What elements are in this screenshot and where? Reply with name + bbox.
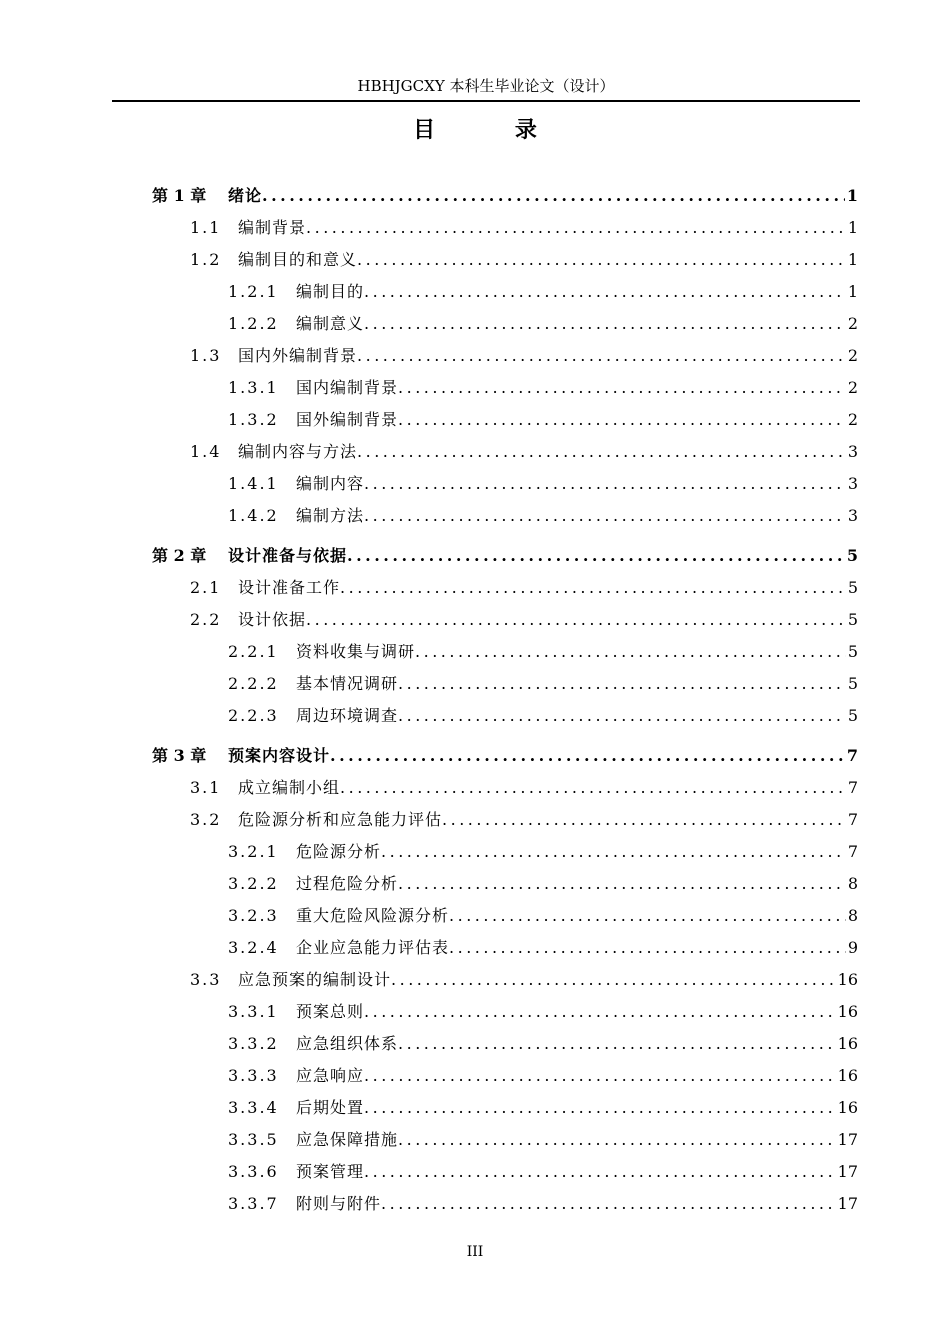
- toc-entry-subsection[interactable]: [228, 704, 858, 728]
- toc-entry-page: 2: [847, 314, 858, 333]
- toc-entry-number: 2.2: [190, 610, 222, 629]
- toc-entry-page: 17: [837, 1130, 858, 1149]
- page-number: III: [466, 1244, 484, 1260]
- toc-dot-leader: [364, 1000, 836, 1024]
- toc-dot-leader: [357, 344, 846, 368]
- toc-entry-number: 3.2.2: [228, 874, 279, 893]
- toc-entry-subsection[interactable]: [228, 1160, 858, 1184]
- toc-entry-page: 5: [847, 578, 858, 597]
- toc-entry-page: 16: [837, 970, 858, 989]
- toc-entry-label: 国内外编制背景: [238, 346, 358, 365]
- toc-entry-chapter[interactable]: [152, 544, 858, 568]
- toc-entry-page: 8: [847, 906, 858, 925]
- toc-entry-page: 5: [847, 706, 858, 725]
- toc-entry-page: 7: [847, 842, 858, 861]
- toc-entry-number: 3.3.2: [228, 1034, 279, 1053]
- toc-entry-label: 企业应急能力评估表: [296, 938, 450, 957]
- toc-entry-page: 7: [846, 746, 858, 765]
- toc-dot-leader: [381, 1192, 836, 1216]
- toc-entry-page: 8: [847, 874, 858, 893]
- toc-dot-leader: [364, 1096, 836, 1120]
- toc-entry-label: 编制意义: [296, 314, 365, 333]
- toc-entry-label: 后期处置: [296, 1098, 365, 1117]
- toc-entry-number: 1.3: [190, 346, 222, 365]
- toc-entry-number: 1.3.1: [228, 378, 279, 397]
- toc-entry-page: 16: [837, 1034, 858, 1053]
- toc-entry-label: 编制内容: [296, 474, 365, 493]
- toc-entry-page: 1: [847, 250, 858, 269]
- toc-entry-number: 2.2.1: [228, 642, 279, 661]
- toc-entry-label: 绪论: [228, 186, 263, 205]
- toc-entry-chapter[interactable]: [152, 744, 858, 768]
- toc-title: 目 录: [413, 118, 573, 143]
- toc-entry-section[interactable]: [190, 776, 858, 800]
- toc-entry-page: 3: [847, 506, 858, 525]
- toc-entry-page: 2: [847, 346, 858, 365]
- toc-dot-leader: [391, 968, 836, 992]
- toc-entry-number: 第 2 章: [152, 546, 207, 565]
- toc-entry-number: 第 3 章: [152, 746, 207, 765]
- toc-entry-number: 1.4: [190, 442, 222, 461]
- toc-entry-section[interactable]: [190, 248, 858, 272]
- toc-entry-label: 应急预案的编制设计: [238, 970, 392, 989]
- toc-entry-label: 预案总则: [296, 1002, 365, 1021]
- toc-entry-page: 2: [847, 410, 858, 429]
- toc-entry-page: 16: [837, 1002, 858, 1021]
- toc-entry-subsection[interactable]: [228, 672, 858, 696]
- page-header: HBHJGCXY 本科生毕业论文（设计）: [357, 77, 615, 95]
- toc-entry-page: 17: [837, 1194, 858, 1213]
- toc-entry-number: 1.3.2: [228, 410, 279, 429]
- toc-entry-label: 应急保障措施: [296, 1130, 399, 1149]
- toc-entry-number: 1.4.2: [228, 506, 279, 525]
- toc-entry-page: 3: [847, 442, 858, 461]
- toc-dot-leader: [340, 576, 846, 600]
- toc-entry-label: 设计准备工作: [238, 578, 341, 597]
- toc-entry-number: 3.2.1: [228, 842, 279, 861]
- toc-entry-subsection[interactable]: [228, 1128, 858, 1152]
- toc-entry-page: 16: [837, 1098, 858, 1117]
- toc-entry-subsection[interactable]: [228, 1032, 858, 1056]
- toc-entry-label: 编制方法: [296, 506, 365, 525]
- toc-entry-number: 3.1: [190, 778, 222, 797]
- toc-entry-label: 国外编制背景: [296, 410, 399, 429]
- toc-entry-label: 基本情况调研: [296, 674, 399, 693]
- toc-entry-section[interactable]: [190, 440, 858, 464]
- toc-entry-label: 危险源分析和应急能力评估: [238, 810, 443, 829]
- toc-entry-number: 3.3.7: [228, 1194, 279, 1213]
- toc-dot-leader: [364, 280, 846, 304]
- toc-entry-section[interactable]: [190, 216, 858, 240]
- toc-dot-leader: [398, 1032, 836, 1056]
- toc-dot-leader: [357, 248, 846, 272]
- toc-dot-leader: [364, 1064, 836, 1088]
- toc-entry-subsection[interactable]: [228, 640, 858, 664]
- toc-entry-number: 3.2.3: [228, 906, 279, 925]
- toc-entry-subsection[interactable]: [228, 472, 858, 496]
- toc-entry-number: 2.1: [190, 578, 222, 597]
- toc-entry-subsection[interactable]: [228, 1096, 858, 1120]
- toc-entry-label: 编制目的: [296, 282, 365, 301]
- toc-entry-subsection[interactable]: [228, 504, 858, 528]
- toc-entry-number: 1.2.2: [228, 314, 279, 333]
- toc-entry-label: 应急响应: [296, 1066, 365, 1085]
- toc-entry-subsection[interactable]: [228, 936, 858, 960]
- toc-entry-number: 1.1: [190, 218, 222, 237]
- toc-entry-label: 重大危险风险源分析: [296, 906, 450, 925]
- toc-dot-leader: [262, 184, 845, 208]
- toc-entry-page: 7: [847, 810, 858, 829]
- toc-entry-label: 成立编制小组: [238, 778, 341, 797]
- toc-entry-label: 国内编制背景: [296, 378, 399, 397]
- toc-entry-number: 3.3.4: [228, 1098, 279, 1117]
- toc-entry-number: 1.2: [190, 250, 222, 269]
- toc-dot-leader: [364, 312, 846, 336]
- toc-entry-section[interactable]: [190, 608, 858, 632]
- toc-entry-subsection[interactable]: [228, 1000, 858, 1024]
- toc-entry-subsection[interactable]: [228, 872, 858, 896]
- toc-dot-leader: [449, 936, 846, 960]
- toc-entry-label: 应急组织体系: [296, 1034, 399, 1053]
- toc-entry-number: 3.3.6: [228, 1162, 279, 1181]
- toc-entry-page: 17: [837, 1162, 858, 1181]
- toc-entry-label: 设计依据: [238, 610, 307, 629]
- toc-entry-number: 3.3.5: [228, 1130, 279, 1149]
- toc-dot-leader: [381, 840, 846, 864]
- toc-entry-number: 3.3.1: [228, 1002, 279, 1021]
- toc-dot-leader: [340, 776, 846, 800]
- toc-entry-page: 2: [847, 378, 858, 397]
- toc-entry-subsection[interactable]: [228, 1192, 858, 1216]
- toc-entry-section[interactable]: [190, 576, 858, 600]
- toc-entry-page: 1: [847, 218, 858, 237]
- toc-entry-subsection[interactable]: [228, 408, 858, 432]
- toc-entry-page: 9: [847, 938, 858, 957]
- header-divider: [112, 100, 860, 102]
- toc-entry-number: 3.2: [190, 810, 222, 829]
- toc-entry-subsection[interactable]: [228, 280, 858, 304]
- toc-entry-label: 预案管理: [296, 1162, 365, 1181]
- toc-dot-leader: [364, 504, 846, 528]
- toc-dot-leader: [398, 872, 846, 896]
- toc-entry-number: 3.3: [190, 970, 222, 989]
- toc-entry-page: 1: [847, 282, 858, 301]
- toc-dot-leader: [398, 1128, 836, 1152]
- toc-dot-leader: [306, 216, 846, 240]
- toc-entry-section[interactable]: [190, 808, 858, 832]
- toc-entry-page: 7: [847, 778, 858, 797]
- toc-entry-subsection[interactable]: [228, 376, 858, 400]
- toc-entry-label: 附则与附件: [296, 1194, 382, 1213]
- toc-entry-page: 5: [847, 610, 858, 629]
- toc-entry-label: 周边环境调查: [296, 706, 399, 725]
- toc-dot-leader: [398, 672, 846, 696]
- toc-entry-label: 资料收集与调研: [296, 642, 416, 661]
- toc-entry-page: 5: [847, 674, 858, 693]
- toc-entry-number: 1.4.1: [228, 474, 279, 493]
- toc-entry-subsection[interactable]: [228, 840, 858, 864]
- toc-dot-leader: [306, 608, 846, 632]
- toc-entry-label: 过程危险分析: [296, 874, 399, 893]
- toc-entry-number: 1.2.1: [228, 282, 279, 301]
- toc-entry-label: 危险源分析: [296, 842, 382, 861]
- toc-dot-leader: [357, 440, 846, 464]
- toc-entry-label: 编制内容与方法: [238, 442, 358, 461]
- toc-entry-chapter[interactable]: [152, 184, 858, 208]
- toc-entry-section[interactable]: [190, 344, 858, 368]
- toc-entry-number: 2.2.2: [228, 674, 279, 693]
- toc-entry-section[interactable]: [190, 968, 858, 992]
- toc-entry-number: 3.2.4: [228, 938, 279, 957]
- toc-entry-page: 3: [847, 474, 858, 493]
- toc-entry-subsection[interactable]: [228, 312, 858, 336]
- toc-dot-leader: [347, 544, 845, 568]
- toc-dot-leader: [364, 472, 846, 496]
- toc-entry-number: 3.3.3: [228, 1066, 279, 1085]
- toc-entry-page: 5: [846, 546, 858, 565]
- toc-entry-label: 预案内容设计: [228, 746, 331, 765]
- toc-dot-leader: [398, 408, 846, 432]
- toc-dot-leader: [415, 640, 846, 664]
- toc-dot-leader: [330, 744, 845, 768]
- toc-dot-leader: [364, 1160, 836, 1184]
- toc-entry-subsection[interactable]: [228, 1064, 858, 1088]
- toc-dot-leader: [442, 808, 846, 832]
- toc-entry-page: 5: [847, 642, 858, 661]
- toc-entry-label: 编制目的和意义: [238, 250, 358, 269]
- toc-entry-subsection[interactable]: [228, 904, 858, 928]
- toc-entry-label: 编制背景: [238, 218, 307, 237]
- toc-entry-page: 1: [846, 186, 858, 205]
- toc-entry-label: 设计准备与依据: [228, 546, 348, 565]
- toc-entry-number: 第 1 章: [152, 186, 207, 205]
- toc-dot-leader: [449, 904, 846, 928]
- toc-dot-leader: [398, 704, 846, 728]
- toc-entry-page: 16: [837, 1066, 858, 1085]
- toc-entry-number: 2.2.3: [228, 706, 279, 725]
- toc-dot-leader: [398, 376, 846, 400]
